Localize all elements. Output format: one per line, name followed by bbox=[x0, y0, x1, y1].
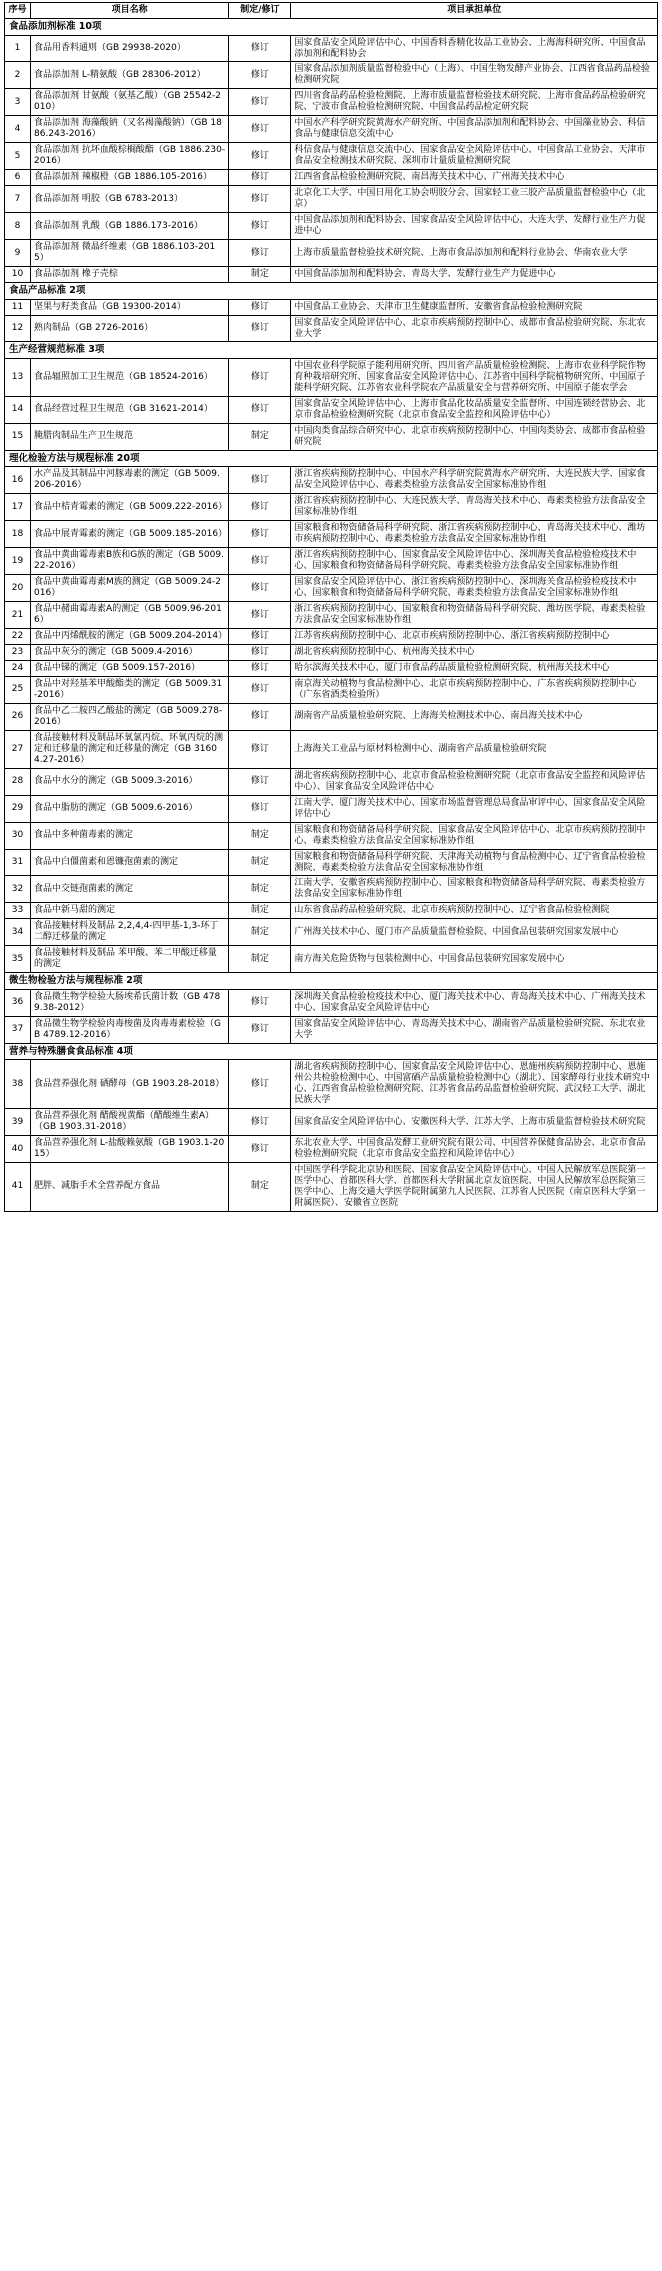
section-label: 食品添加剂标准 10项 bbox=[5, 18, 658, 35]
table-row bbox=[5, 629, 658, 645]
revision-type: 修订 bbox=[229, 35, 291, 62]
standard-name: 食品经营过程卫生规范（GB 31621-2014） bbox=[31, 396, 229, 423]
standard-name: 食品接触材料及制品 2,2,4,4-四甲基-1,3-环丁二醇迁移量的测定 bbox=[31, 919, 229, 946]
standard-name: 食品接触材料及制品环氧氯丙烷、环氧丙烷的测定和迁移量的测定和迁移量的测定（GB 31604.27-2016） bbox=[31, 730, 229, 768]
responsible-units: 国家粮食和物资储备局科学研究院、浙江省疾病预防控制中心、青岛海关技术中心、潍坊市疾病预防控制中心、毒素类检验方法食品安全国家标准协作组 bbox=[291, 521, 658, 548]
row-index: 27 bbox=[5, 730, 31, 768]
responsible-units: 南方海关危险货物与包装检测中心、中国食品包装研究国家发展中心 bbox=[291, 946, 658, 973]
standard-name: 食品中交链孢菌素的测定 bbox=[31, 876, 229, 903]
revision-type: 修订 bbox=[229, 89, 291, 116]
table-row bbox=[5, 795, 658, 822]
row-index: 30 bbox=[5, 822, 31, 849]
standard-name: 食品中灰分的测定（GB 5009.4-2016） bbox=[31, 645, 229, 661]
revision-type: 制定 bbox=[229, 822, 291, 849]
responsible-units: 国家粮食和物资储备局科学研究院、天津海关动植物与食品检测中心、辽宁省食品检验检测院、毒素类检验方法食品安全国家标准协作组 bbox=[291, 849, 658, 876]
table-row bbox=[5, 822, 658, 849]
column-header-type: 制定/修订 bbox=[229, 3, 291, 19]
standard-name: 食品中水分的测定（GB 5009.3-2016） bbox=[31, 768, 229, 795]
standard-name: 食品用香料通则（GB 29938-2020） bbox=[31, 35, 229, 62]
table-section-row bbox=[5, 450, 658, 467]
section-label: 理化检验方法与规程标准 20项 bbox=[5, 450, 658, 467]
revision-type: 修订 bbox=[229, 359, 291, 397]
standard-name: 食品接触材料及制品 苯甲酸、苯二甲酸迁移量的测定 bbox=[31, 946, 229, 973]
table-row bbox=[5, 521, 658, 548]
responsible-units: 国家食品安全风险评估中心、浙江省疾病预防控制中心、深圳海关食品检验检疫技术中心、国家粮食和物资储备局科学研究院、毒素类检验方法食品安全国家标准协作组 bbox=[291, 575, 658, 602]
standard-name: 食品中黄曲霉毒素M族的测定（GB 5009.24-2016） bbox=[31, 575, 229, 602]
responsible-units: 中国食品添加剂和配料协会、国家食品安全风险评估中心、大连大学、发酵行业生产力促进中心 bbox=[291, 213, 658, 240]
revision-type: 制定 bbox=[229, 876, 291, 903]
responsible-units: 四川省食品药品检验检测院、上海市质量监督检验技术研究院、上海市食品药品检验研究院、宁波市食品检验检测研究院、中国食品药品检定研究院 bbox=[291, 89, 658, 116]
standard-name: 食品添加剂 抗坏血酸棕榈酸酯（GB 1886.230-2016） bbox=[31, 143, 229, 170]
table-row bbox=[5, 62, 658, 89]
standard-name: 腌腊肉制品生产卫生规范 bbox=[31, 423, 229, 450]
revision-type: 修订 bbox=[229, 645, 291, 661]
row-index: 29 bbox=[5, 795, 31, 822]
table-row bbox=[5, 213, 658, 240]
row-index: 10 bbox=[5, 267, 31, 283]
revision-type: 修订 bbox=[229, 795, 291, 822]
section-label: 微生物检验方法与规程标准 2项 bbox=[5, 973, 658, 990]
standard-name: 熟肉制品（GB 2726-2016） bbox=[31, 315, 229, 342]
standard-name: 坚果与籽类食品（GB 19300-2014） bbox=[31, 299, 229, 315]
standard-name: 食品中脂肪的测定（GB 5009.6-2016） bbox=[31, 795, 229, 822]
standards-table bbox=[4, 2, 658, 1212]
revision-type: 制定 bbox=[229, 946, 291, 973]
table-row bbox=[5, 703, 658, 730]
standard-name: 肥胖、减脂手术全营养配方食品 bbox=[31, 1163, 229, 1212]
row-index: 22 bbox=[5, 629, 31, 645]
standard-name: 食品中白僵菌素和恩镰孢菌素的测定 bbox=[31, 849, 229, 876]
standard-name: 食品中黄曲霉毒素B族和G族的测定（GB 5009.22-2016） bbox=[31, 548, 229, 575]
table-row bbox=[5, 267, 658, 283]
table-section-row bbox=[5, 1043, 658, 1060]
responsible-units: 中国食品工业协会、天津市卫生健康监督所、安徽省食品检验检测研究院 bbox=[291, 299, 658, 315]
revision-type: 修订 bbox=[229, 730, 291, 768]
revision-type: 制定 bbox=[229, 423, 291, 450]
standard-name: 食品中对羟基苯甲酸酯类的测定（GB 5009.31-2016） bbox=[31, 676, 229, 703]
table-row bbox=[5, 1016, 658, 1043]
standard-name: 食品微生物学检验大肠埃希氏菌计数（GB 4789.38-2012） bbox=[31, 989, 229, 1016]
responsible-units: 深圳海关食品检验检疫技术中心、厦门海关技术中心、青岛海关技术中心、广州海关技术中心、国家食品安全风险评估中心 bbox=[291, 989, 658, 1016]
responsible-units: 浙江省疾病预防控制中心、国家粮食和物资储备局科学研究院、潍坊医学院、毒素类检验方法食品安全国家标准协作组 bbox=[291, 602, 658, 629]
revision-type: 修订 bbox=[229, 548, 291, 575]
table-row bbox=[5, 359, 658, 397]
row-index: 41 bbox=[5, 1163, 31, 1212]
row-index: 37 bbox=[5, 1016, 31, 1043]
row-index: 9 bbox=[5, 240, 31, 267]
row-index: 13 bbox=[5, 359, 31, 397]
revision-type: 修订 bbox=[229, 989, 291, 1016]
table-row bbox=[5, 575, 658, 602]
revision-type: 修订 bbox=[229, 213, 291, 240]
responsible-units: 国家粮食和物资储备局科学研究院、国家食品安全风险评估中心、北京市疾病预防控制中心、毒素类检验方法食品安全国家标准协作组 bbox=[291, 822, 658, 849]
revision-type: 制定 bbox=[229, 919, 291, 946]
standard-name: 食品中桔青霉素的测定（GB 5009.222-2016） bbox=[31, 494, 229, 521]
revision-type: 修订 bbox=[229, 186, 291, 213]
responsible-units: 国家食品安全风险评估中心、安徽医科大学、江苏大学、上海市质量监督检验技术研究院 bbox=[291, 1109, 658, 1136]
responsible-units: 中国食品添加剂和配料协会、青岛大学、发酵行业生产力促进中心 bbox=[291, 267, 658, 283]
row-index: 23 bbox=[5, 645, 31, 661]
column-header-unit: 项目承担单位 bbox=[291, 3, 658, 19]
table-row bbox=[5, 315, 658, 342]
table-row bbox=[5, 396, 658, 423]
revision-type: 修订 bbox=[229, 703, 291, 730]
row-index: 12 bbox=[5, 315, 31, 342]
responsible-units: 上海市质量监督检验技术研究院、上海市食品添加剂和配料行业协会、华南农业大学 bbox=[291, 240, 658, 267]
table-row bbox=[5, 676, 658, 703]
row-index: 38 bbox=[5, 1060, 31, 1109]
table-row bbox=[5, 730, 658, 768]
responsible-units: 浙江省疾病预防控制中心、中国水产科学研究院黄海水产研究所、大连民族大学、国家食品安全风险评估中心、毒素类检验方法食品安全国家标准协作组 bbox=[291, 467, 658, 494]
table-body bbox=[5, 18, 658, 1211]
row-index: 20 bbox=[5, 575, 31, 602]
standard-name: 食品辐照加工卫生规范（GB 18524-2016） bbox=[31, 359, 229, 397]
table-row bbox=[5, 946, 658, 973]
table-row bbox=[5, 1060, 658, 1109]
table-section-row bbox=[5, 342, 658, 359]
table-row bbox=[5, 89, 658, 116]
revision-type: 修订 bbox=[229, 62, 291, 89]
revision-type: 修订 bbox=[229, 116, 291, 143]
standard-name: 食品添加剂 橡子壳棕 bbox=[31, 267, 229, 283]
section-label: 营养与特殊膳食食品标准 4项 bbox=[5, 1043, 658, 1060]
standard-name: 食品中乙二胺四乙酸盐的测定（GB 5009.278-2016） bbox=[31, 703, 229, 730]
revision-type: 修订 bbox=[229, 1060, 291, 1109]
standard-name: 食品添加剂 明胶（GB 6783-2013） bbox=[31, 186, 229, 213]
row-index: 35 bbox=[5, 946, 31, 973]
responsible-units: 江苏省疾病预防控制中心、北京市疾病预防控制中心、浙江省疾病预防控制中心 bbox=[291, 629, 658, 645]
table-row bbox=[5, 1136, 658, 1163]
row-index: 19 bbox=[5, 548, 31, 575]
responsible-units: 科信食品与健康信息交流中心、国家食品安全风险评估中心、中国食品工业协会、天津市食品安全检测技术研究院、深圳市计量质量检测研究院 bbox=[291, 143, 658, 170]
revision-type: 修订 bbox=[229, 467, 291, 494]
row-index: 21 bbox=[5, 602, 31, 629]
responsible-units: 中国医学科学院北京协和医院、国家食品安全风险评估中心、中国人民解放军总医院第一医学中心、首都医科大学、首都医科大学附属北京友谊医院、中国人民解放军总医院第三医学中心、上海交通大学医学院附属第九人民医院、江苏省人民医院（南京医科大学第一附属医院）、安徽省立医院 bbox=[291, 1163, 658, 1212]
standard-name: 食品中锑的测定（GB 5009.157-2016） bbox=[31, 660, 229, 676]
revision-type: 修订 bbox=[229, 660, 291, 676]
table-row bbox=[5, 240, 658, 267]
revision-type: 修订 bbox=[229, 602, 291, 629]
row-index: 25 bbox=[5, 676, 31, 703]
revision-type: 修订 bbox=[229, 143, 291, 170]
column-header-name: 项目名称 bbox=[31, 3, 229, 19]
responsible-units: 国家食品安全风险评估中心、中国香料香精化妆品工业协会、上海海科研究所、中国食品添加剂和配料协会 bbox=[291, 35, 658, 62]
table-row bbox=[5, 903, 658, 919]
responsible-units: 山东省食品药品检验研究院、北京市疾病预防控制中心、辽宁省食品检验检测院 bbox=[291, 903, 658, 919]
row-index: 24 bbox=[5, 660, 31, 676]
row-index: 15 bbox=[5, 423, 31, 450]
row-index: 5 bbox=[5, 143, 31, 170]
table-row bbox=[5, 876, 658, 903]
table-row bbox=[5, 170, 658, 186]
row-index: 4 bbox=[5, 116, 31, 143]
row-index: 2 bbox=[5, 62, 31, 89]
revision-type: 修订 bbox=[229, 494, 291, 521]
row-index: 11 bbox=[5, 299, 31, 315]
row-index: 28 bbox=[5, 768, 31, 795]
table-row bbox=[5, 645, 658, 661]
row-index: 6 bbox=[5, 170, 31, 186]
table-row bbox=[5, 423, 658, 450]
revision-type: 制定 bbox=[229, 267, 291, 283]
standard-name: 食品添加剂 乳酸（GB 1886.173-2016） bbox=[31, 213, 229, 240]
standard-name: 食品营养强化剂 硒酵母（GB 1903.28-2018） bbox=[31, 1060, 229, 1109]
standard-name: 食品添加剂 辣椒橙（GB 1886.105-2016） bbox=[31, 170, 229, 186]
row-index: 8 bbox=[5, 213, 31, 240]
responsible-units: 国家食品安全风险评估中心、上海市食品化妆品质量安全监督所、中国连锁经营协会、北京市食品检验检测研究院（北京市食品安全监控和风险评估中心） bbox=[291, 396, 658, 423]
responsible-units: 江西省食品检验检测研究院、南昌海关技术中心、广州海关技术中心 bbox=[291, 170, 658, 186]
table-row bbox=[5, 494, 658, 521]
standard-name: 食品中赭曲霉毒素A的测定（GB 5009.96-2016） bbox=[31, 602, 229, 629]
responsible-units: 江南大学、安徽省疾病预防控制中心、国家粮食和物资储备局科学研究院、毒素类检验方法食品安全国家标准协作组 bbox=[291, 876, 658, 903]
table-row bbox=[5, 660, 658, 676]
row-index: 7 bbox=[5, 186, 31, 213]
column-header-no: 序号 bbox=[5, 3, 31, 19]
table-header-row bbox=[5, 3, 658, 19]
standard-name: 食品中丙烯酰胺的测定（GB 5009.204-2014） bbox=[31, 629, 229, 645]
revision-type: 修订 bbox=[229, 1136, 291, 1163]
table-row bbox=[5, 186, 658, 213]
responsible-units: 湖南省产品质量检验研究院、上海海关检测技术中心、南昌海关技术中心 bbox=[291, 703, 658, 730]
section-label: 食品产品标准 2项 bbox=[5, 282, 658, 299]
revision-type: 修订 bbox=[229, 629, 291, 645]
responsible-units: 南京海关动植物与食品检测中心、北京市疾病预防控制中心、广东省疾病预防控制中心（广东省酒类检验所） bbox=[291, 676, 658, 703]
responsible-units: 中国农业科学院原子能利用研究所、四川省产品质量检验检测院、上海市农业科学院作物育种栽培研究所、国家食品安全风险评估中心、江苏省中国科学院植物研究所、中国原子能科学研究院、江苏省农业科学院农产品质量安全与营养研究所、中国原子能农学会 bbox=[291, 359, 658, 397]
revision-type: 修订 bbox=[229, 315, 291, 342]
row-index: 32 bbox=[5, 876, 31, 903]
revision-type: 修订 bbox=[229, 676, 291, 703]
revision-type: 修订 bbox=[229, 575, 291, 602]
table-row bbox=[5, 299, 658, 315]
revision-type: 制定 bbox=[229, 1163, 291, 1212]
standard-name: 食品添加剂 L-精氨酸（GB 28306-2012） bbox=[31, 62, 229, 89]
revision-type: 修订 bbox=[229, 521, 291, 548]
responsible-units: 湖北省疾病预防控制中心、杭州海关技术中心 bbox=[291, 645, 658, 661]
table-section-row bbox=[5, 973, 658, 990]
revision-type: 修订 bbox=[229, 299, 291, 315]
table-row bbox=[5, 548, 658, 575]
responsible-units: 国家食品安全风险评估中心、北京市疾病预防控制中心、成都市食品检验研究院、东北农业大学 bbox=[291, 315, 658, 342]
row-index: 33 bbox=[5, 903, 31, 919]
revision-type: 修订 bbox=[229, 1109, 291, 1136]
responsible-units: 湖北省疾病预防控制中心、国家食品安全风险评估中心、恩施州疾病预防控制中心、恩施州公共检验检测中心、中国富硒产品质量检验检测中心（湖北）、国家酵母行业技术研究中心、江西省食品检验检测研究院、江苏省食品药品监督检验研究院、武汉轻工大学、湖北民族大学 bbox=[291, 1060, 658, 1109]
responsible-units: 浙江省疾病预防控制中心、大连民族大学、青岛海关技术中心、毒素类检验方法食品安全国家标准协作组 bbox=[291, 494, 658, 521]
revision-type: 制定 bbox=[229, 903, 291, 919]
standard-name: 食品微生物学检验肉毒梭菌及肉毒毒素检验（GB 4789.12-2016） bbox=[31, 1016, 229, 1043]
table-header bbox=[5, 3, 658, 19]
table-section-row bbox=[5, 18, 658, 35]
revision-type: 修订 bbox=[229, 396, 291, 423]
table-row bbox=[5, 1163, 658, 1212]
table-row bbox=[5, 116, 658, 143]
standard-name: 食品营养强化剂 L-盐酸赖氨酸（GB 1903.1-2015） bbox=[31, 1136, 229, 1163]
table-row bbox=[5, 35, 658, 62]
table-section-row bbox=[5, 282, 658, 299]
row-index: 36 bbox=[5, 989, 31, 1016]
row-index: 16 bbox=[5, 467, 31, 494]
row-index: 26 bbox=[5, 703, 31, 730]
row-index: 31 bbox=[5, 849, 31, 876]
table-row bbox=[5, 467, 658, 494]
table-row bbox=[5, 919, 658, 946]
responsible-units: 浙江省疾病预防控制中心、国家食品安全风险评估中心、深圳海关食品检验检疫技术中心、国家粮食和物资储备局科学研究院、毒素类检验方法食品安全国家标准协作组 bbox=[291, 548, 658, 575]
standard-name: 食品营养强化剂 醋酸视黄酯（醋酸维生素A）（GB 1903.31-2018） bbox=[31, 1109, 229, 1136]
responsible-units: 中国水产科学研究院黄海水产研究所、中国食品添加剂和配料协会、中国藻业协会、科信食品与健康信息交流中心 bbox=[291, 116, 658, 143]
responsible-units: 江南大学、厦门海关技术中心、国家市场监督管理总局食品审评中心、国家食品安全风险评估中心 bbox=[291, 795, 658, 822]
standard-name: 食品中展青霉素的测定（GB 5009.185-2016） bbox=[31, 521, 229, 548]
responsible-units: 哈尔滨海关技术中心、厦门市食品药品质量检验检测研究院、杭州海关技术中心 bbox=[291, 660, 658, 676]
responsible-units: 国家食品安全风险评估中心、青岛海关技术中心、湖南省产品质量检验研究院、东北农业大学 bbox=[291, 1016, 658, 1043]
revision-type: 修订 bbox=[229, 170, 291, 186]
table-row bbox=[5, 768, 658, 795]
standard-name: 食品中新马甜的测定 bbox=[31, 903, 229, 919]
responsible-units: 中国肉类食品综合研究中心、北京市疾病预防控制中心、中国肉类协会、成都市食品检验研究院 bbox=[291, 423, 658, 450]
row-index: 17 bbox=[5, 494, 31, 521]
row-index: 34 bbox=[5, 919, 31, 946]
responsible-units: 湖北省疾病预防控制中心、北京市食品检验检测研究院（北京市食品安全监控和风险评估中心）、国家食品安全风险评估中心 bbox=[291, 768, 658, 795]
responsible-units: 广州海关技术中心、厦门市产品质量监督检验院、中国食品包装研究国家发展中心 bbox=[291, 919, 658, 946]
row-index: 1 bbox=[5, 35, 31, 62]
revision-type: 修订 bbox=[229, 1016, 291, 1043]
standard-name: 水产品及其制品中河豚毒素的测定（GB 5009.206-2016） bbox=[31, 467, 229, 494]
table-row bbox=[5, 1109, 658, 1136]
table-row bbox=[5, 849, 658, 876]
revision-type: 修订 bbox=[229, 768, 291, 795]
row-index: 14 bbox=[5, 396, 31, 423]
section-label: 生产经营规范标准 3项 bbox=[5, 342, 658, 359]
table-row bbox=[5, 989, 658, 1016]
standard-name: 食品添加剂 海藻酸钠（又名褐藻酸钠）（GB 1886.243-2016） bbox=[31, 116, 229, 143]
standard-name: 食品中多种菌毒素的测定 bbox=[31, 822, 229, 849]
standard-name: 食品添加剂 甘氨酸（氨基乙酸）（GB 25542-2010） bbox=[31, 89, 229, 116]
standard-name: 食品添加剂 微晶纤维素（GB 1886.103-2015） bbox=[31, 240, 229, 267]
row-index: 40 bbox=[5, 1136, 31, 1163]
row-index: 3 bbox=[5, 89, 31, 116]
revision-type: 修订 bbox=[229, 240, 291, 267]
table-row bbox=[5, 143, 658, 170]
responsible-units: 上海海关工业品与原材料检测中心、湖南省产品质量检验研究院 bbox=[291, 730, 658, 768]
responsible-units: 北京化工大学、中国日用化工协会明胶分会、国家轻工业三胶产品质量监督检验中心（北京） bbox=[291, 186, 658, 213]
table-row bbox=[5, 602, 658, 629]
responsible-units: 东北农业大学、中国食品发酵工业研究院有限公司、中国营养保健食品协会、北京市食品检验检测研究院（北京市食品安全监控和风险评估中心） bbox=[291, 1136, 658, 1163]
row-index: 18 bbox=[5, 521, 31, 548]
revision-type: 制定 bbox=[229, 849, 291, 876]
responsible-units: 国家食品添加剂质量监督检验中心（上海）、中国生物发酵产业协会、江西省食品药品检验检测研究院 bbox=[291, 62, 658, 89]
row-index: 39 bbox=[5, 1109, 31, 1136]
